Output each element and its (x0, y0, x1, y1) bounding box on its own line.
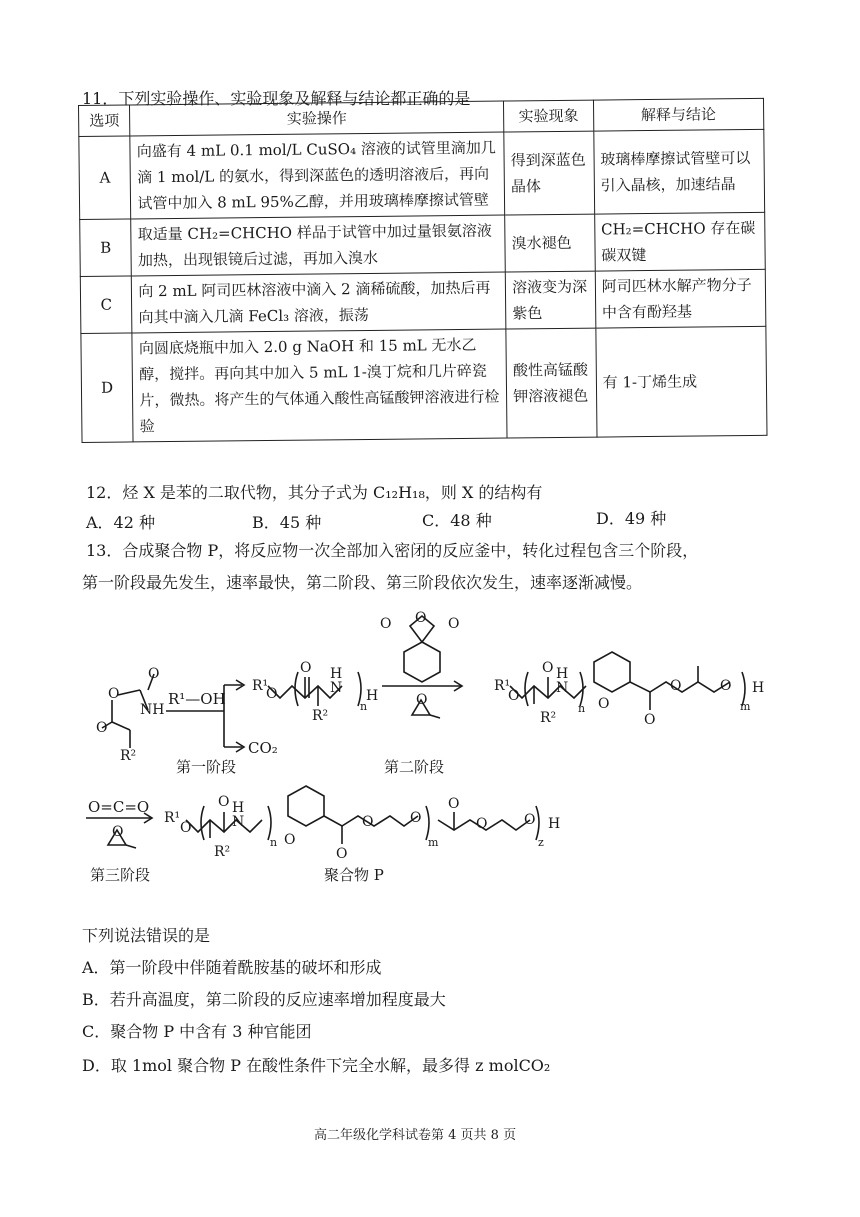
anhydride-o: O (415, 610, 427, 626)
o-label: O (508, 688, 520, 704)
row-phenomenon: 溶液变为深紫色 (505, 271, 595, 329)
page-footer: 高二年级化学科试卷第 4 页共 8 页 (314, 1128, 517, 1143)
nh-label: H (330, 666, 343, 682)
header-conclusion: 解释与结论 (593, 98, 764, 131)
o-label: O (476, 816, 488, 832)
o-label: O (218, 794, 230, 810)
o-label: O (644, 712, 656, 728)
reagent-r1oh: R¹—OH (168, 690, 226, 708)
co2-reagent: O=C=O (88, 798, 150, 816)
q12-stem: 12．烃 X 是苯的二取代物，其分子式为 C₁₂H₁₈，则 X 的结构有 (86, 483, 543, 502)
q12-option-b: B．45 种 (252, 513, 322, 532)
o-label: O (362, 814, 374, 830)
o-label: O (720, 678, 732, 694)
anhydride-o: O (448, 616, 460, 632)
nca-o-label: O (108, 686, 120, 702)
subscript-z: z (538, 836, 544, 849)
stage3-label: 第三阶段 (90, 866, 151, 884)
q11-title: 11．下列实验操作、实验现象及解释与结论都正确的是 (82, 89, 471, 108)
row-conclusion: 阿司匹林水解产物分子中含有酚羟基 (595, 269, 766, 328)
table-row (80, 269, 766, 333)
q11-table (78, 98, 768, 443)
subscript-n: n (360, 700, 368, 713)
row-conclusion: 玻璃棒摩擦试管壁可以引入晶核，加速结晶 (594, 129, 765, 214)
row-phenomenon: 得到深蓝色晶体 (504, 131, 595, 215)
row-operation: 取适量 CH₂=CHCHO 样品于试管中加过量银氨溶液加热，出现银镜后过滤，再加入溴水 (131, 215, 505, 276)
o-label: O (598, 696, 610, 712)
o-label: O (266, 686, 278, 702)
r2-label: R² (540, 710, 557, 726)
reaction-scheme (0, 600, 860, 895)
row-option: A (79, 136, 131, 220)
q13-option-b: B．若升高温度，第二阶段的反应速率增加程度最大 (82, 990, 446, 1009)
intermediate1-chain (268, 672, 361, 706)
nh-label: H (556, 666, 569, 682)
nca-o-label: O (96, 720, 108, 736)
anhydride-o: O (380, 616, 392, 632)
nh-label: N (556, 680, 569, 696)
nh-label: N (232, 814, 245, 830)
epoxide-o: O (416, 692, 428, 708)
row-conclusion: 有 1-丁烯生成 (596, 326, 767, 437)
q12-option-c: C．48 种 (422, 511, 492, 530)
r2-label: R² (312, 708, 329, 724)
o-label: O (300, 660, 312, 676)
row-operation: 向盛有 4 mL 0.1 mol/L CuSO₄ 溶液的试管里滴加几滴 1 mol/L 的氨水，得到深蓝色的透明溶液后，再向试管中加入 8 mL 95%乙醇，并用玻璃棒摩擦试管壁 (130, 132, 505, 219)
row-operation: 向 2 mL 阿司匹林溶液中滴入 2 滴稀硫酸，加热后再向其中滴入几滴 FeCl₃ 溶液，振荡 (132, 272, 506, 333)
nh-label: H (232, 800, 245, 816)
row-option: B (80, 219, 132, 277)
row-conclusion: CH₂=CHCHO 存在碳碳双键 (594, 212, 765, 271)
o-label: O (524, 812, 536, 828)
nca-nh-label: NH (140, 702, 165, 718)
row-operation: 向圆底烧瓶中加入 2.0 g NaOH 和 15 mL 无水乙醇，搅拌。再向其中加入 5 mL 1-溴丁烷和几片碎瓷片，微热。将产生的气体通入酸性高锰酸钾溶液进行检验 (132, 329, 507, 442)
h-label: H (366, 688, 379, 704)
q12-option-a: A．42 种 (86, 513, 156, 532)
subscript-n: n (578, 702, 586, 715)
nca-o-label: O (148, 666, 160, 682)
epoxide-o: O (112, 824, 124, 840)
stage1-label: 第一阶段 (176, 758, 237, 776)
header-phenomenon: 实验现象 (504, 100, 594, 132)
o-label: O (180, 820, 192, 836)
row-phenomenon: 酸性高锰酸钾溶液褪色 (506, 328, 597, 438)
subscript-m: m (428, 836, 439, 849)
product-label: 聚合物 P (324, 866, 384, 884)
row-option: D (81, 333, 134, 443)
o-label: O (448, 796, 460, 812)
stage2-label: 第二阶段 (384, 758, 445, 776)
header-operation: 实验操作 (130, 101, 504, 136)
h-label: H (548, 816, 561, 832)
h-label: H (752, 680, 765, 696)
o-label: O (336, 846, 348, 862)
q13-option-a: A．第一阶段中伴随着酰胺基的破坏和形成 (82, 958, 382, 977)
subscript-n: n (270, 836, 278, 849)
subscript-m: m (740, 700, 751, 713)
row-option: C (80, 276, 132, 334)
nh-label: N (330, 680, 343, 696)
q13-stem-line1: 13．合成聚合物 P，将反应物一次全部加入密闭的反应釜中，转化过程包含三个阶段， (86, 541, 699, 560)
table-row (80, 212, 766, 276)
q12-option-d: D．49 种 (596, 509, 667, 528)
o-label: O (284, 832, 296, 848)
table-row (81, 326, 767, 442)
r1-label: R¹ (164, 810, 181, 826)
q13-option-d: D．取 1mol 聚合物 P 在酸性条件下完全水解，最多得 z molCO₂ (82, 1056, 551, 1075)
o-label: O (670, 678, 682, 694)
nca-r2-label: R² (120, 748, 137, 764)
co2-byproduct: CO₂ (248, 739, 278, 757)
q13-question: 下列说法错误的是 (82, 926, 211, 945)
o-label: O (542, 660, 554, 676)
header-option: 选项 (79, 105, 131, 137)
o-label: O (410, 810, 422, 826)
r2-label: R² (214, 844, 231, 860)
r1-label: R¹ (252, 678, 269, 694)
q13-option-c: C．聚合物 P 中含有 3 种官能团 (82, 1022, 312, 1041)
table-row (79, 129, 765, 219)
q13-stem-line2: 第一阶段最先发生，速率最快，第二阶段、第三阶段依次发生，速率逐渐减慢。 (82, 573, 643, 592)
r1-label: R¹ (494, 678, 511, 694)
row-phenomenon: 溴水褪色 (505, 214, 595, 272)
